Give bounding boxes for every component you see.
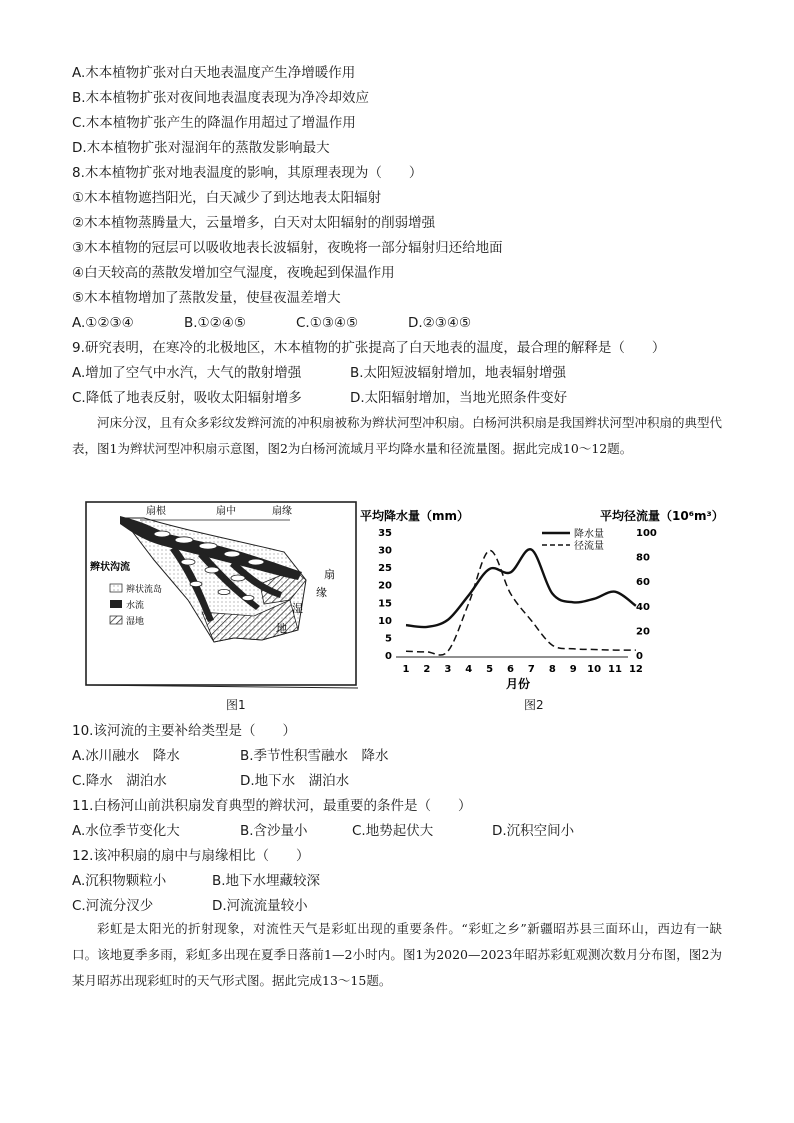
q9-stem: 9.研究表明，在寒冷的北极地区，木本植物的扩张提高了白天地表的温度，最合理的解释是（ ） [72, 340, 666, 356]
x-tick-label: 7 [527, 664, 535, 675]
figure2-caption: 图2 [524, 698, 544, 712]
series-line-runoff [406, 550, 636, 655]
q12-stem: 12.该冲积扇的扇中与扇缘相比（ ） [72, 848, 310, 864]
q11-stem: 11.白杨河山前洪积扇发育典型的辫状河，最重要的条件是（ ） [72, 798, 472, 814]
q8-item-4: ④白天较高的蒸散发增加空气湿度，夜晚起到保温作用 [72, 265, 395, 281]
left-tick-label: 25 [378, 563, 392, 575]
label-right-edge: 缘 [316, 586, 327, 599]
q7-option-d: D.木本植物扩张对湿润年的蒸散发影响最大 [72, 140, 330, 156]
series-line-precipitation [406, 549, 636, 627]
q9-option-d: D.太阳辐射增加，当地光照条件变好 [350, 390, 568, 406]
left-tick-label: 30 [378, 545, 392, 557]
q11-option-b: B.含沙量小 [240, 823, 308, 839]
left-tick-label: 5 [385, 633, 392, 645]
q10-option-a: A.冰川融水 降水 [72, 748, 180, 764]
q10-stem: 10.该河流的主要补给类型是（ ） [72, 723, 296, 739]
q7-option-a: A.木本植物扩张对白天地表温度产生净增暖作用 [72, 65, 356, 81]
q8-item-3: ③木本植物的冠层可以吸收地表长波辐射，夜晚将一部分辐射归还给地面 [72, 240, 503, 256]
x-tick-label: 11 [608, 664, 622, 675]
left-tick-label: 20 [378, 580, 392, 592]
q8-item-5: ⑤木本植物增加了蒸散发量，使昼夜温差增大 [72, 290, 341, 306]
legend-water-flow: 水流 [126, 601, 145, 611]
left-tick-label: 15 [378, 598, 392, 610]
legend-runoff: 径流量 [574, 541, 604, 552]
legend-wetland: 湿地 [126, 617, 145, 627]
q7-option-c: C.木本植物扩张产生的降温作用超过了增温作用 [72, 115, 356, 131]
q8-option-a: A.①②③④ [72, 315, 134, 331]
q10-option-c: C.降水 湖泊水 [72, 773, 167, 789]
label-right-wet: 湿 [292, 602, 303, 615]
q9-option-c: C.降低了地表反射，吸收太阳辐射增多 [72, 390, 302, 406]
figure1-caption: 图1 [226, 698, 246, 712]
x-tick-label: 2 [423, 664, 431, 675]
label-fan-edge: 扇缘 [272, 506, 292, 517]
chart-legend [542, 527, 604, 552]
legend-precipitation: 降水量 [574, 529, 604, 540]
left-tick-label: 0 [385, 651, 392, 662]
left-tick-label: 10 [378, 615, 392, 627]
label-right-fan: 扇 [324, 568, 335, 581]
q10-option-b: B.季节性积雪融水 降水 [240, 748, 389, 764]
q8-item-2: ②木本植物蒸腾量大，云量增多，白天对太阳辐射的削弱增强 [72, 215, 436, 231]
x-tick-label: 10 [587, 664, 602, 675]
figure2-precip-runoff-chart [356, 500, 756, 692]
label-fan-middle: 扇中 [216, 506, 236, 517]
right-tick-label: 100 [636, 528, 657, 539]
x-tick-label: 8 [548, 664, 556, 675]
q10-option-d: D.地下水 湖泊水 [240, 773, 350, 789]
label-braided-channel: 辫状沟流 [90, 562, 130, 573]
right-tick-label: 60 [636, 577, 650, 589]
x-tick-label: 1 [402, 664, 410, 675]
q12-option-b: B.地下水埋藏较深 [212, 873, 321, 889]
right-tick-label: 20 [636, 626, 650, 638]
q8-option-b: B.①②④⑤ [184, 315, 246, 331]
q7-option-b: B.木本植物扩张对夜间地表温度表现为净冷却效应 [72, 90, 370, 106]
q11-option-d: D.沉积空间小 [492, 823, 575, 839]
x-tick-label: 3 [444, 664, 452, 675]
x-tick-label: 9 [569, 664, 577, 675]
chart-right-axis-title: 平均径流量（10⁶m³） [600, 509, 724, 523]
right-tick-label: 40 [636, 601, 650, 613]
q11-option-a: A.水位季节变化大 [72, 823, 180, 839]
label-fan-root: 扇根 [146, 506, 166, 517]
q12-option-a: A.沉积物颗粒小 [72, 873, 167, 889]
chart-x-axis-label: 月份 [506, 677, 531, 691]
chart-left-axis-title: 平均降水量（mm） [360, 509, 470, 523]
q12-option-d: D.河流流量较小 [212, 898, 308, 914]
chart-right-ticks [636, 528, 657, 662]
q8-option-d: D.②③④⑤ [408, 315, 472, 331]
chart-x-ticks [403, 664, 643, 675]
x-tick-label: 12 [628, 664, 643, 675]
q9-option-a: A.增加了空气中水汽，大气的散射增强 [72, 365, 302, 381]
legend-braided-island: 辫状流岛 [126, 585, 163, 595]
chart-left-ticks [378, 528, 392, 662]
x-tick-label: 5 [486, 664, 494, 675]
right-tick-label: 80 [636, 552, 650, 564]
right-tick-label: 0 [636, 651, 643, 662]
q8-stem: 8.木本植物扩张对地表温度的影响，其原理表现为（ ） [72, 165, 423, 181]
q9-option-b: B.太阳短波辐射增加，地表辐射增强 [350, 365, 567, 381]
q11-option-c: C.地势起伏大 [352, 823, 434, 839]
q8-item-1: ①木本植物遮挡阳光，白天减少了到达地表太阳辐射 [72, 190, 382, 206]
passage-rainbow: 彩虹是太阳光的折射现象，对流性天气是彩虹出现的重要条件。“彩虹之乡”新疆昭苏县三面环山，西边有一缺口。该地夏季多雨，彩虹多出现在夏季日落前1—2小时内。图1为2020—2023年昭苏彩虹观测次数月分布图，图2为某月昭苏出现彩虹时的天气形式图。据此完成13～15题。 [72, 921, 722, 988]
passage-braided-river: 河床分汊，且有众多彩纹发辫河流的冲积扇被称为辫状河型冲积扇。白杨河洪积扇是我国辫状河型冲积扇的典型代表，图1为辫状河型冲积扇示意图，图2为白杨河流域月平均降水量和径流量图。据此完成10～12题。 [72, 415, 723, 456]
q12-option-c: C.河流分汊少 [72, 898, 154, 914]
left-tick-label: 35 [378, 528, 392, 539]
label-right-land: 地 [276, 622, 287, 635]
x-tick-label: 6 [507, 664, 514, 675]
figure1-braided-fan-diagram [84, 500, 360, 690]
q8-option-c: C.①③④⑤ [296, 315, 359, 331]
x-tick-label: 4 [465, 664, 473, 675]
